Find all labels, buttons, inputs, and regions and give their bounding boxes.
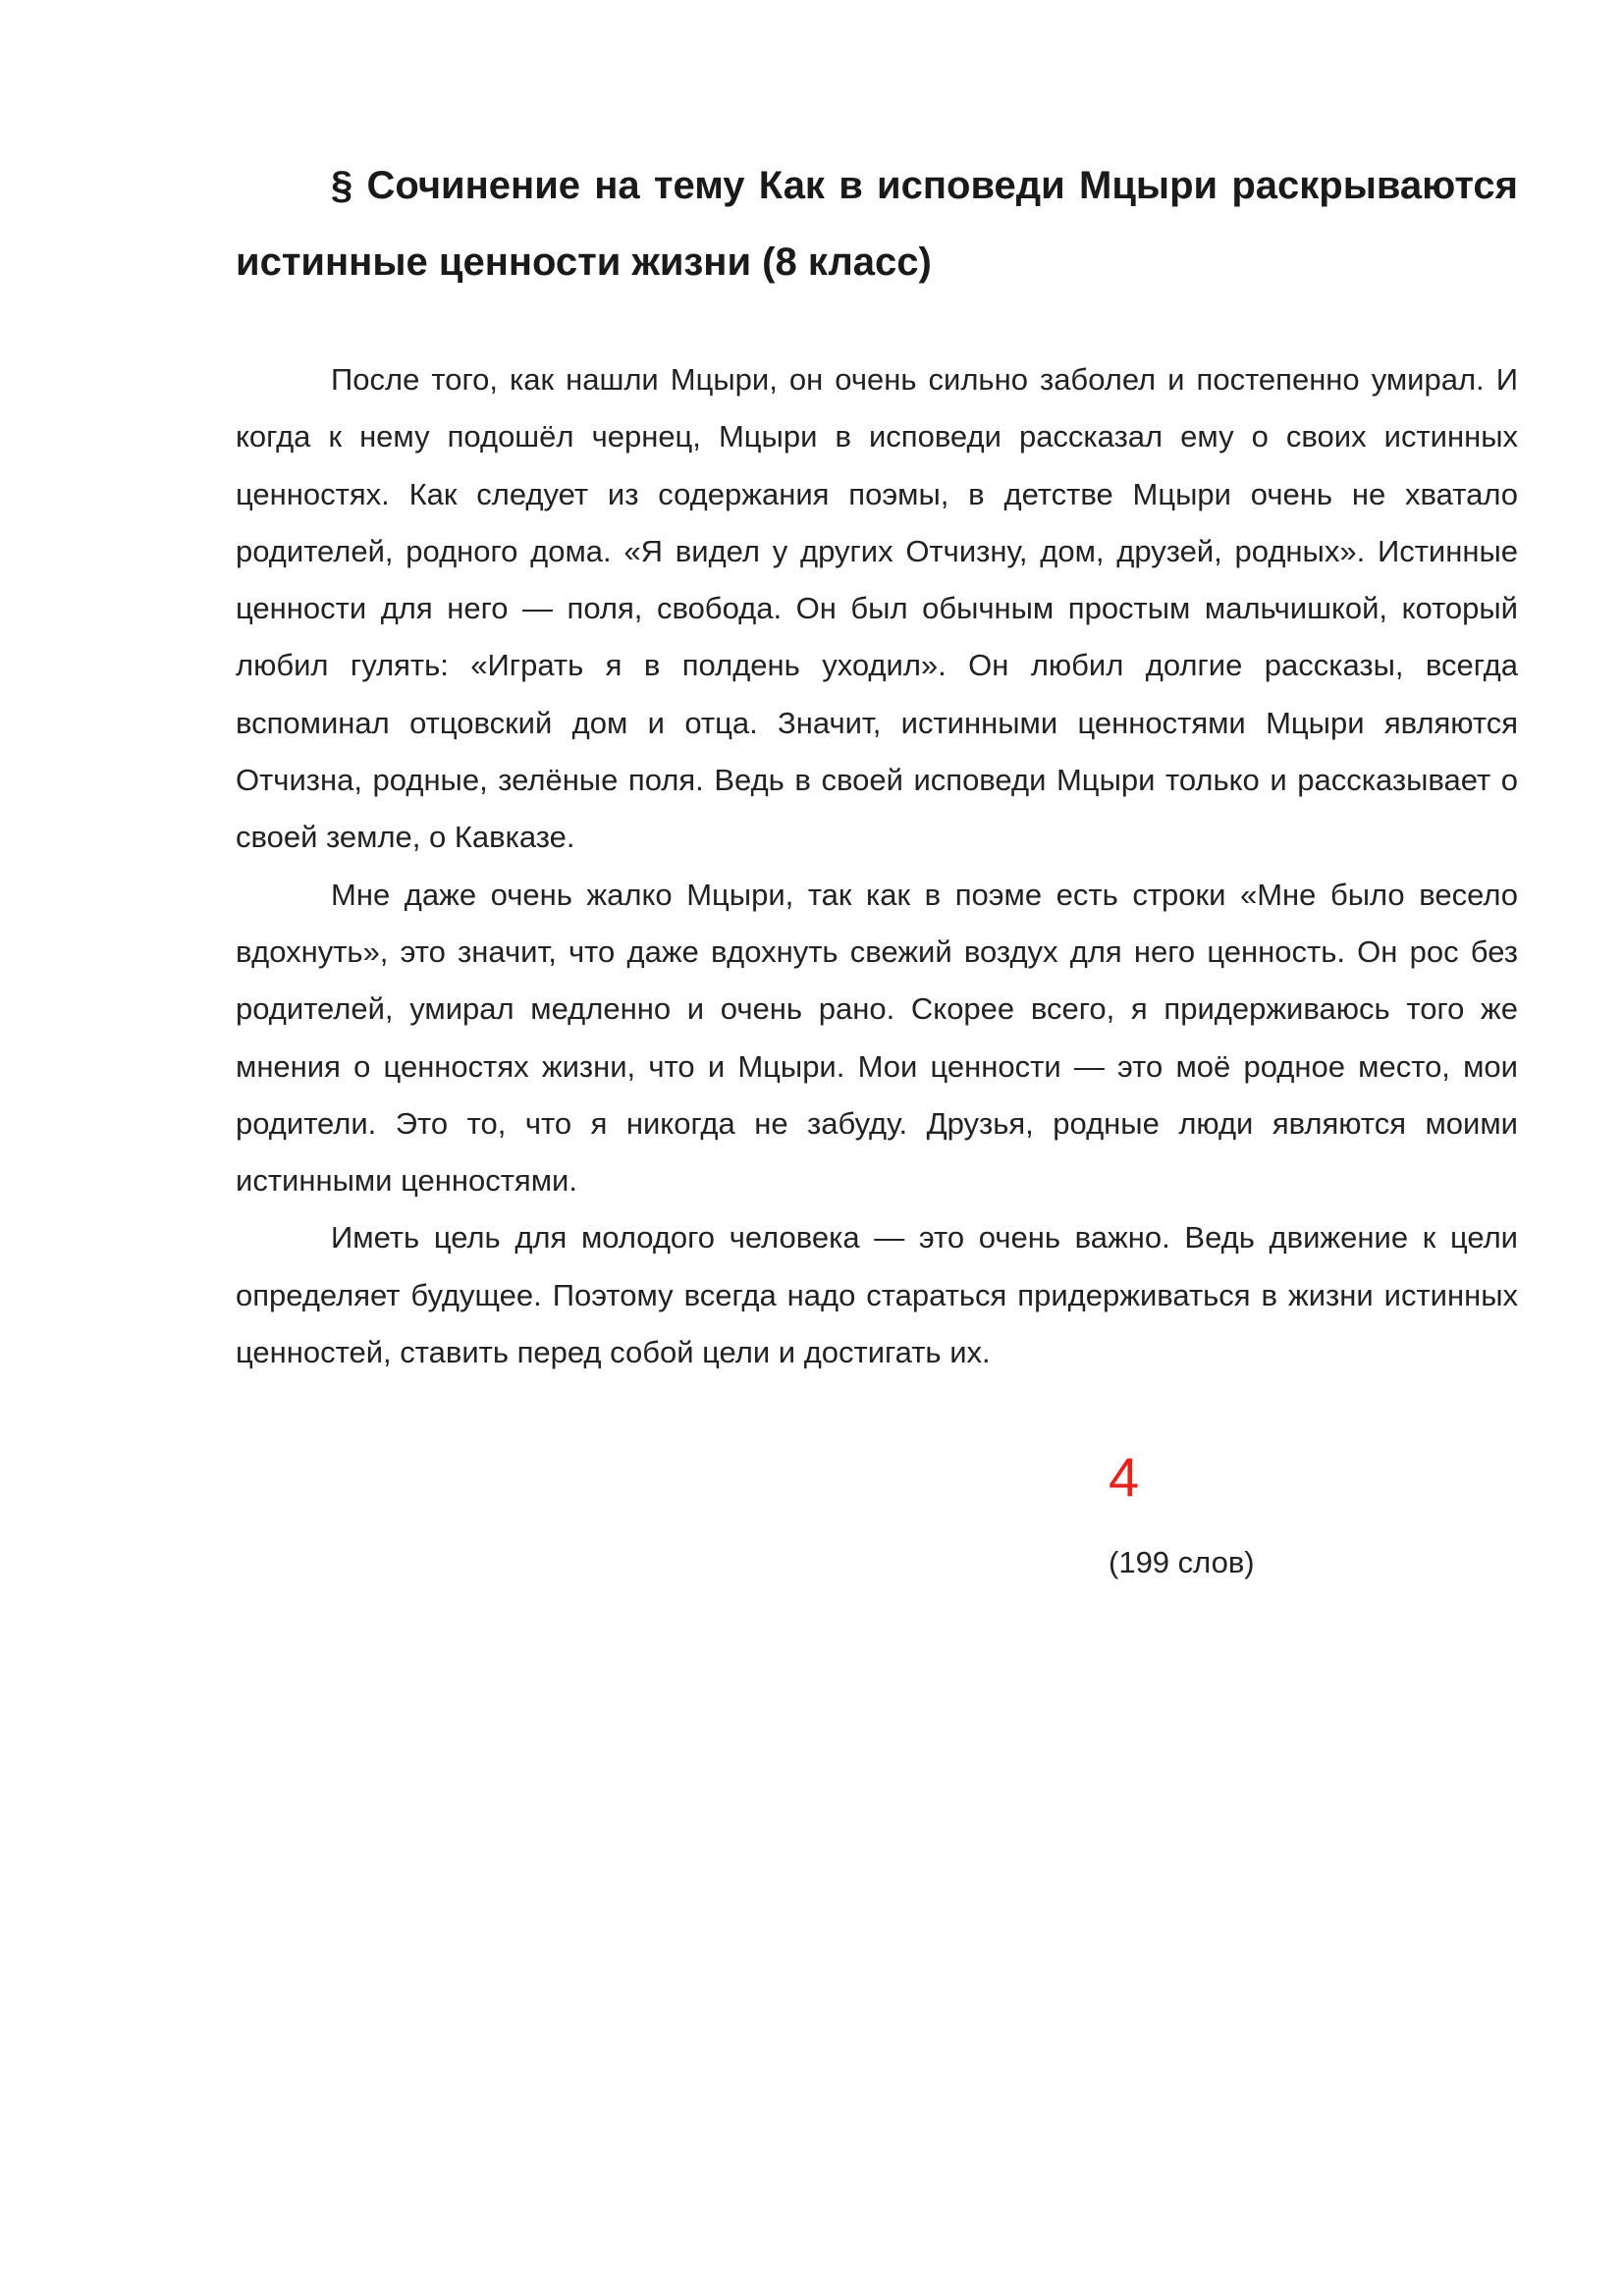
essay-paragraph-1: После того, как нашли Мцыри, он очень сильно заболел и постепенно умирал. И когда к нему подошёл чернец, Мцыри в исповеди рассказал ему о своих истинных ценностях. Как следует из содержания поэмы, в детстве Мцыри очень не хватало родителей, родного дома. «Я видел у других Отчизну, дом, друзей, родных». Истинные ценности для него — поля, свобода. Он был обычным простым мальчишкой, который любил гулять: «Играть я в полдень уходил». Он любил долгие рассказы, всегда вспоминал отцовский дом и отца. Значит, истинными ценностями Мцыри являются Отчизна, родные, зелёные поля. Ведь в своей исповеди Мцыри только и рассказывает о своей земле, о Кавказе. xyxy=(236,362,1518,855)
grade-mark: 4 xyxy=(1109,1446,1140,1508)
essay-body xyxy=(236,351,1518,1381)
document-content xyxy=(236,147,1518,1381)
essay-paragraph-2: Мне даже очень жалко Мцыри, так как в поэме есть строки «Мне было весело вдохнуть», это значит, что даже вдохнуть свежий воздух для него ценность. Он рос без родителей, умирал медленно и очень рано. Скорее всего, я придерживаюсь того же мнения о ценностях жизни, что и Мцыри. Мои ценности — это моё родное место, мои родители. Это то, что я никогда не забуду. Друзья, родные люди являются моими истинными ценностями. xyxy=(236,877,1518,1199)
word-count: (199 слов) xyxy=(1109,1545,1255,1579)
document-title: § Сочинение на тему Как в исповеди Мцыри раскрываются истинные ценности жизни (8 класс) xyxy=(236,164,1518,284)
essay-paragraph-3: Иметь цель для молодого человека — это очень важно. Ведь движение к цели определяет будущее. Поэтому всегда надо стараться придерживаться в жизни истинных ценностей, ставить перед собой цели и достигать их. xyxy=(236,1220,1518,1370)
